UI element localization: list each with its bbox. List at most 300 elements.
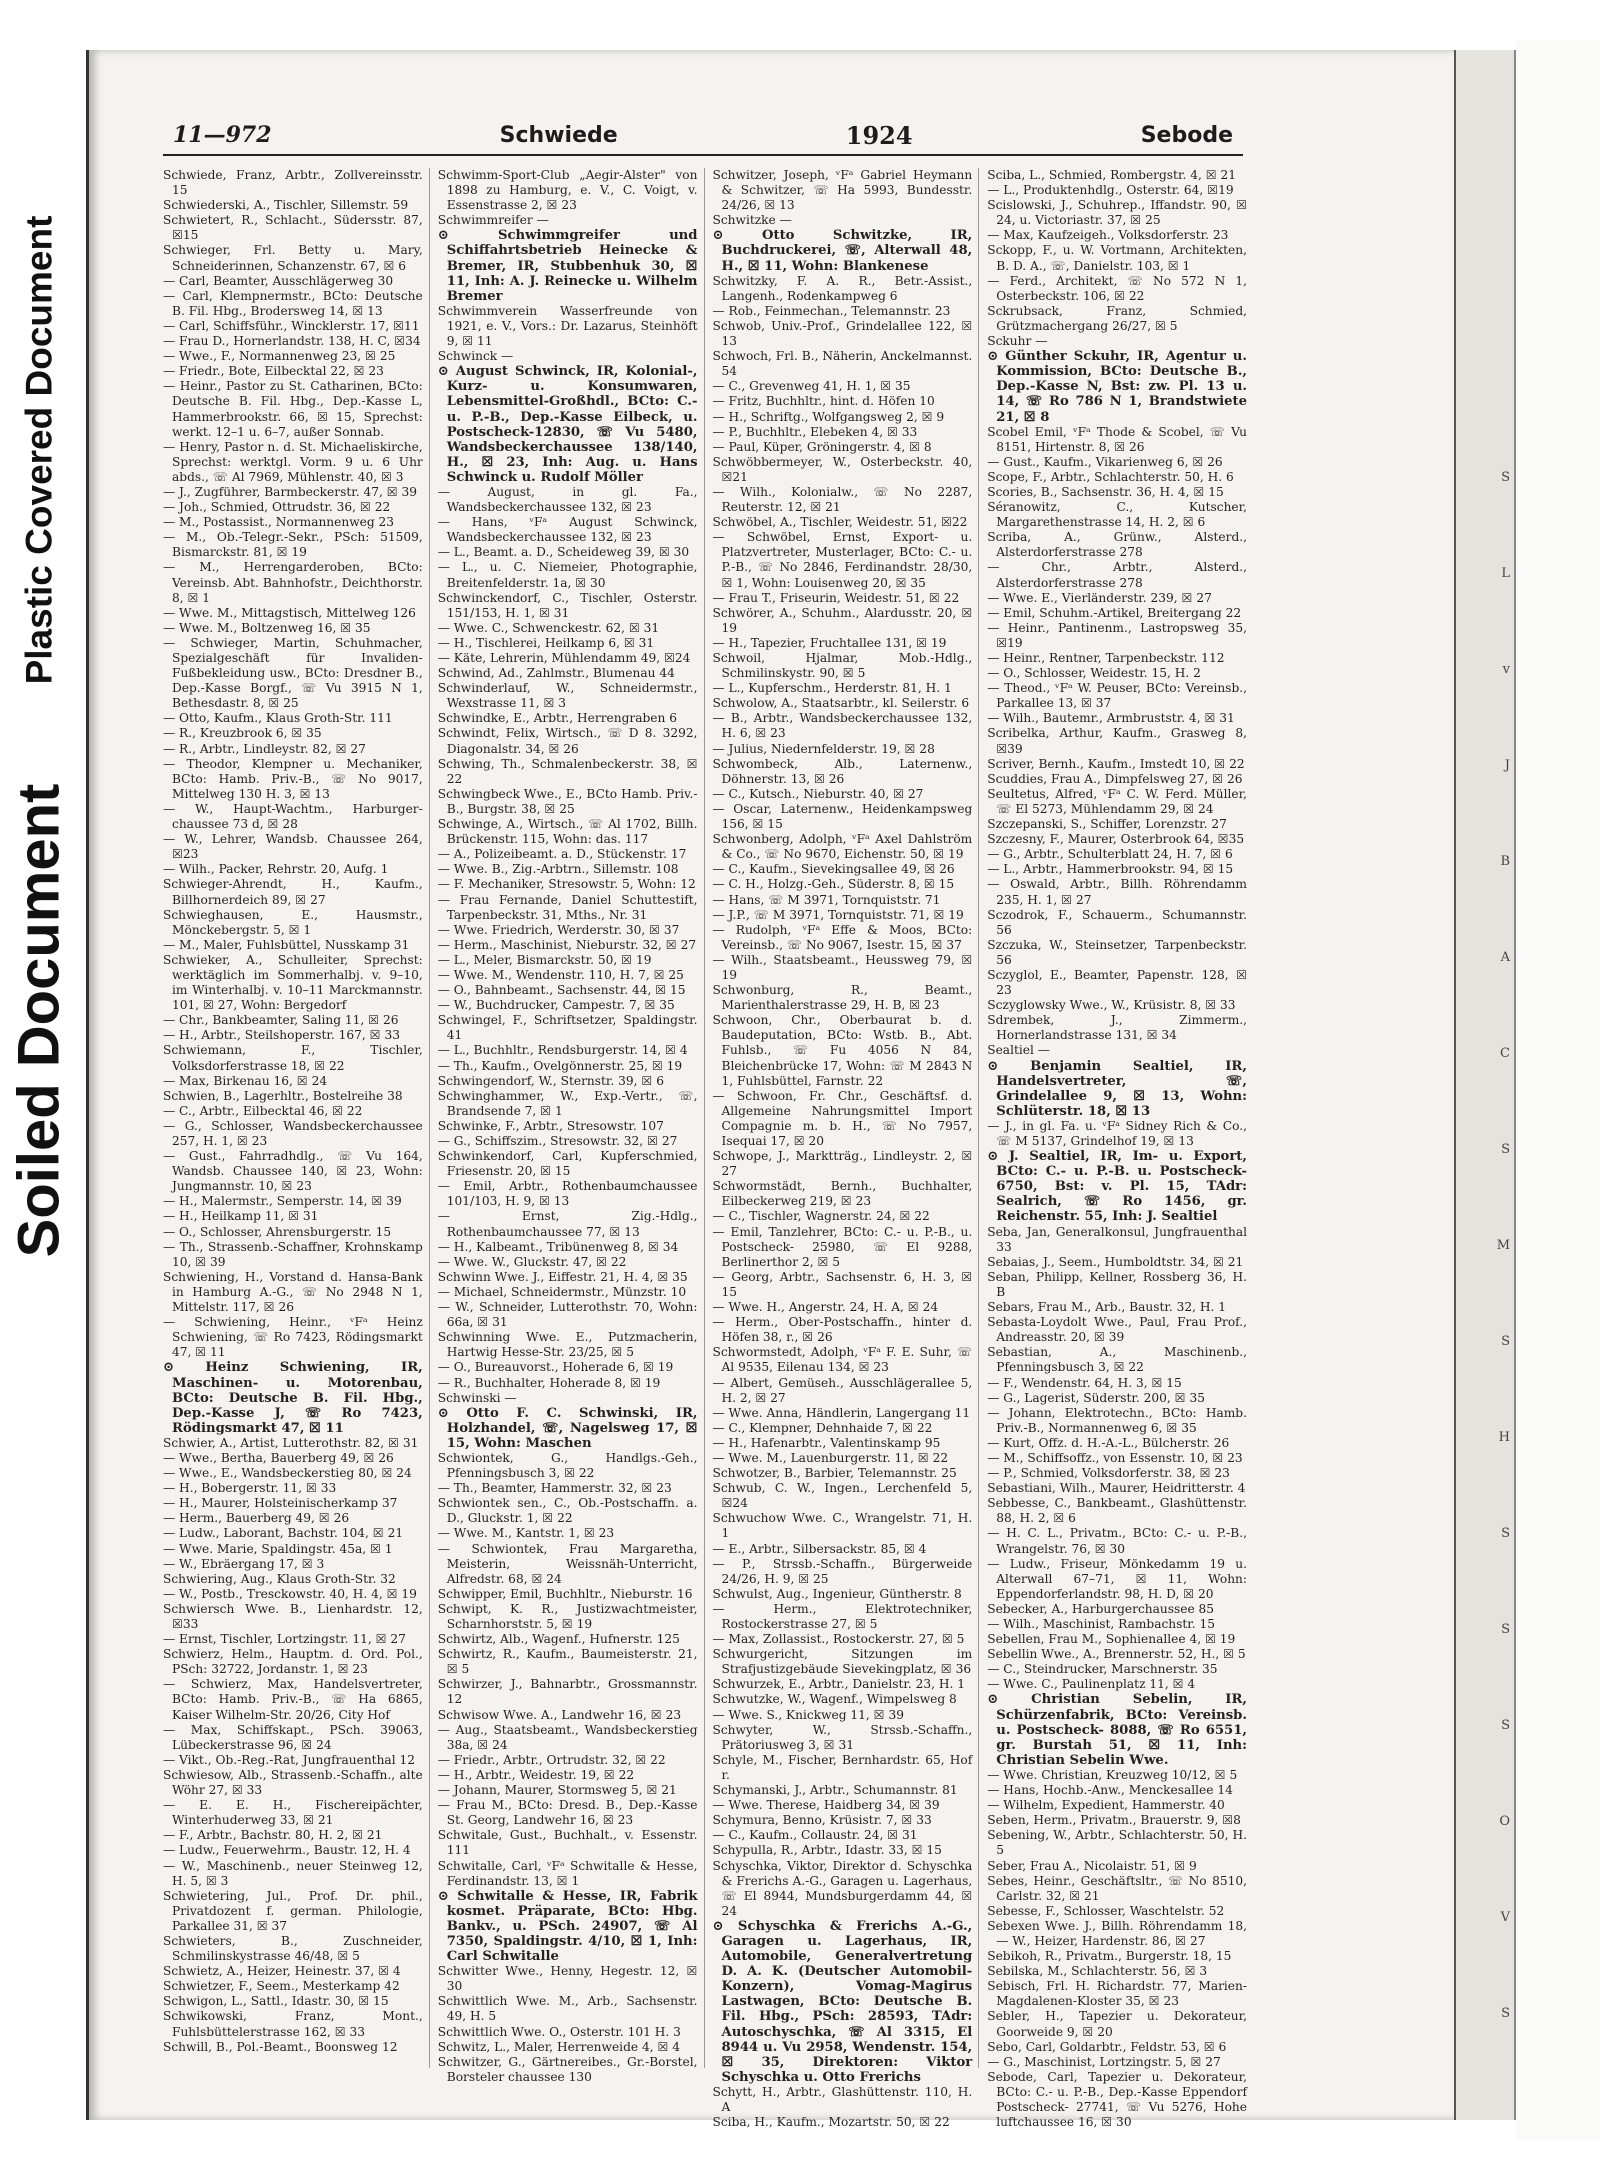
directory-entry: Sebo, Carl, Goldarbtr., Feldstr. 53, ☒ 6 (987, 2039, 1227, 2054)
directory-entry: Schwyter, W., Strssb.-Schaffn., Prätoriusweg 3, ☒ 31 (712, 1722, 973, 1752)
directory-entry: — Schwiening, Heinr., ᵛFᵃ Heinz Schwiening, ☏ Ro 7423, Rödingsmarkt 47, ☒ 11 (163, 1315, 423, 1360)
directory-entry: Schwinski — (437, 1390, 517, 1405)
entry-columns (163, 168, 1253, 2130)
directory-entry: — Herm., Elektrotechniker, Rostockerstrasse 27, ☒ 5 (712, 1601, 973, 1631)
directory-entry: — G., Arbtr., Schulterblatt 24, H. 7, ☒ 6 (987, 847, 1233, 862)
directory-entry: — Vikt., Ob.-Reg.-Rat, Jungfrauenthal 12 (163, 1752, 415, 1767)
directory-entry: — Wwe., F., Normannenweg 23, ☒ 25 (163, 349, 396, 364)
directory-entry: — C. H., Holzg.-Geh., Süderstr. 8, ☒ 15 (712, 877, 955, 892)
directory-entry: — Frau M., BCto: Dresd. B., Dep.-Kasse St. Georg, Landwehr 16, ☒ 23 (437, 1798, 698, 1828)
directory-entry: Schwieghausen, E., Hausmstr., Mönckebergstr. 5, ☒ 1 (163, 907, 423, 937)
directory-entry: Schymanski, J., Arbtr., Schumannstr. 81 (712, 1783, 958, 1798)
directory-entry: Schwindke, E., Arbtr., Herrengraben 6 (437, 711, 677, 726)
directory-entry: Sebesse, F., Schlosser, Waschtelstr. 52 (987, 1903, 1225, 1918)
directory-entry: Schwimmverein Wasserfreunde von 1921, e. V., Vors.: Dr. Lazarus, Steinhöft 9, ☒ 11 (437, 303, 698, 349)
directory-entry: — Ludw., Laborant, Bachstr. 104, ☒ 21 (163, 1526, 404, 1541)
directory-entry: Schwitzky, F. A. R., Betr.-Assist., Langenh., Rodenkampweg 6 (712, 273, 973, 303)
directory-entry: — Friedr., Arbtr., Ortrudstr. 32, ☒ 22 (437, 1752, 666, 1767)
directory-entry: Schwiontek sen., C., Ob.-Postschaffn. a. D., Gluckstr. 1, ☒ 22 (437, 1496, 698, 1526)
directory-entry: — H., Kalbeamt., Tribünenweg 8, ☒ 34 (437, 1239, 679, 1254)
directory-entry: — Herm., Bauerberg 49, ☒ 26 (163, 1511, 350, 1526)
directory-entry: Scobel Emil, ᵛFᵃ Thode & Scobel, ☏ Vu 8151, Hirtenstr. 8, ☒ 26 (987, 424, 1247, 454)
directory-entry: — Herm., Maschinist, Nieburstr. 32, ☒ 27 (437, 937, 697, 952)
directory-entry: Scriver, Bernh., Kaufm., Imstedt 10, ☒ 22 (987, 756, 1245, 771)
directory-entry: Schymura, Benno, Krüsistr. 7, ☒ 33 (712, 1813, 932, 1828)
directory-entry: Schwirtz, Alb., Wagenf., Hufnerstr. 125 (437, 1632, 680, 1647)
directory-entry: — Aug., Staatsbeamt., Wandsbeckerstieg 38a, ☒ 24 (437, 1722, 698, 1752)
directory-entry: Schwimmreifer — (437, 213, 549, 228)
directory-entry: Schwinge, A., Wirtsch., ☏ Al 1702, Billh. Brückenstr. 115, Wohn: das. 117 (437, 817, 698, 847)
directory-entry: — Ludw., Feuerwehrm., Baustr. 12, H. 4 (163, 1843, 411, 1858)
directory-entry: Schwitalle, Carl, ᵛFᵃ Schwitalle & Hesse, Ferdinandstr. 13, ☒ 1 (437, 1858, 698, 1888)
directory-entry: — F., Wendenstr. 64, H. 3, ☒ 15 (987, 1375, 1182, 1390)
directory-entry: ⊙ August Schwinck, IR, Kolonial-, Kurz- u. Konsumwaren, Lebensmittel-Großhdl., BCto: C.- u. P.-B., Dep.-Kasse Eilbeck, u. Postscheck-12830, ☏ Vu 5480, Wandsbeckerchaussee 138/140, H., ☒ 23, Inh: Aug. u. Hans Schwinck u. Rudolf Möller (437, 364, 698, 485)
directory-entry: Schytt, H., Arbtr., Glashüttenstr. 110, H. A (712, 2084, 973, 2114)
directory-entry: Schwöbbermeyer, W., Osterbeckstr. 40, ☒21 (712, 454, 973, 484)
directory-entry: — Ludw., Friseur, Mönkedamm 19 u. Alterwall 67–71, ☒ 11, Wohn: Eppendorferlandstr. 98, H. D, ☒ 20 (987, 1556, 1247, 1601)
directory-entry: — M., Postassist., Normannenweg 23 (163, 515, 395, 530)
directory-entry: Sczyglowsky Wwe., W., Krüsistr. 8, ☒ 33 (987, 998, 1236, 1013)
directory-entry: — L., Meler, Bismarckstr. 50, ☒ 19 (437, 952, 652, 967)
directory-entry: — J., Zugführer, Barmbeckerstr. 47, ☒ 39 (163, 484, 418, 499)
directory-entry: — A., Polizeibeamt. a. D., Stückenstr. 17 (437, 847, 687, 862)
directory-entry: — O., Bureauvorst., Hoherade 6, ☒ 19 (437, 1360, 674, 1375)
directory-entry: — Julius, Niedernfelderstr. 19, ☒ 28 (712, 741, 935, 756)
directory-entry: — Wwe. M., Kantstr. 1, ☒ 23 (437, 1526, 615, 1541)
directory-entry: Schwitzke — (712, 213, 792, 228)
directory-entry: Sebexen Wwe. J., Billh. Röhrendamm 18, — W., Heizer, Hardenstr. 86, ☒ 27 (987, 1918, 1247, 1948)
directory-entry: Sczyglol, E., Beamter, Papenstr. 128, ☒ 23 (987, 967, 1247, 998)
directory-entry: Schwub, C. W., Ingen., Lerchenfeld 5, ☒24 (712, 1481, 973, 1511)
directory-entry: Schwietzer, F., Seem., Mesterkamp 42 (163, 1979, 400, 1994)
directory-entry: — August, in gl. Fa., Wandsbeckerchaussee 132, ☒ 23 (437, 484, 698, 515)
directory-entry: — Schwoon, Fr. Chr., Geschäftsf. d. Allgemeine Nahrungsmittel Import Compagnie m. b. H., ☏ No 7957, Isequai 17, ☒ 20 (712, 1088, 973, 1148)
directory-entry: Schwinke, F., Arbtr., Stresowstr. 107 (437, 1118, 664, 1133)
directory-entry: Schwiede, Franz, Arbtr., Zollvereinsstr. 15 (163, 168, 423, 198)
directory-entry: — M., Maler, Fuhlsbüttel, Nusskamp 31 (163, 937, 410, 952)
directory-entry: — Herm., Ober-Postschaffn., hinter d. Höfen 38, r., ☒ 26 (712, 1315, 973, 1345)
directory-entry: Szczuka, W., Steinsetzer, Tarpenbeckstr. 56 (987, 937, 1247, 967)
directory-entry: — Wwe. Therese, Haidberg 34, ☒ 39 (712, 1798, 940, 1813)
directory-entry: Sczodrok, F., Schauerm., Schumannstr. 56 (987, 907, 1247, 937)
facing-page-fragment: C (1500, 1046, 1510, 1061)
directory-entry: Schwonberg, Adolph, ᵛFᵃ Axel Dahlström & Co., ☏ No 9670, Eichenstr. 50, ☒ 19 (712, 832, 973, 862)
directory-entry: Sebes, Heinr., Geschäftsltr., ☏ No 8510, Carlstr. 32, ☒ 21 (987, 1873, 1247, 1903)
directory-entry: Schwittlich Wwe. O., Osterstr. 101 H. 3 (437, 2024, 681, 2039)
directory-entry: — G., Lagerist, Süderstr. 200, ☒ 35 (987, 1390, 1205, 1405)
page-number: 11—972 (173, 122, 272, 148)
directory-entry: Schwipt, K. R., Justizwachtmeister, Scharnhorststr. 5, ☒ 19 (437, 1601, 698, 1631)
directory-entry: Sckopp, F., u. W. Vortmann, Architekten, B. D. A., ☏, Danielstr. 103, ☒ 1 (987, 243, 1247, 273)
directory-entry: — Hans, ᵛFᵃ August Schwinck, Wandsbeckerchaussee 132, ☒ 23 (437, 515, 698, 545)
directory-entry: — W., Haupt-Wachtm., Harburger-chaussee 73 d, ☒ 28 (163, 801, 423, 832)
directory-entry: — R., Kreuzbrook 6, ☒ 35 (163, 726, 322, 741)
directory-entry: — Wwe. Friedrich, Werderstr. 30, ☒ 37 (437, 922, 680, 937)
facing-page-fragment: S (1501, 1622, 1510, 1637)
directory-entry: — O., Bahnbeamt., Sachsenstr. 44, ☒ 15 (437, 983, 686, 998)
directory-entry: Schwinkendorf, Carl, Kupferschmied, Friesenstr. 20, ☒ 15 (437, 1149, 698, 1179)
directory-entry: — Oswald, Arbtr., Billh. Röhrendamm 235, H. 1, ☒ 27 (987, 877, 1247, 907)
directory-entry: — Johann, Maurer, Stormsweg 5, ☒ 21 (437, 1783, 677, 1798)
directory-entry: — H., Arbtr., Weidestr. 19, ☒ 22 (437, 1767, 635, 1782)
directory-entry: Sckrubsack, Franz, Schmied, Grützmachergang 26/27, ☒ 5 (987, 303, 1247, 333)
directory-entry: — Wwe. W., Gluckstr. 47, ☒ 22 (437, 1254, 627, 1269)
directory-entry: Schwiontek, G., Handlgs.-Geh., Pfenningsbusch 3, ☒ 22 (437, 1450, 698, 1481)
directory-entry: Schwimm-Sport-Club „Aegir-Alster" von 1898 zu Hamburg, e. V., C. Voigt, v. Essenstrasse 2, ☒ 23 (437, 168, 698, 213)
directory-entry: — Hans, ☏ M 3971, Tornquiststr. 71 (712, 892, 941, 907)
directory-entry: — Carl, Klempnermstr., BCto: Deutsche B. Fil. Hbg., Brodersweg 14, ☒ 13 (163, 288, 423, 318)
directory-entry: — Emil, Tanzlehrer, BCto: C.- u. P.-B., u. Postscheck- 25980, ☏ El 9288, Berlinerthor 2, ☒ 5 (712, 1224, 973, 1269)
directory-entry: Sebode, Carl, Tapezier u. Dekorateur, BCto: C.- u. P.-B., Dep.-Kasse Eppendorf Postscheck- 27741, ☏ Vu 5276, Hohe luftchaussee 16, ☒ 30 (987, 2069, 1247, 2130)
directory-entry: — Wwe. S., Knickweg 11, ☒ 39 (712, 1707, 904, 1722)
directory-entry: — Wwe. Marie, Spaldingstr. 45a, ☒ 1 (163, 1541, 393, 1556)
directory-entry: Scriba, A., Grünw., Alsterd., Alsterdorferstrasse 278 (987, 530, 1247, 560)
directory-entry: — W., Maschinenb., neuer Steinweg 12, H. 5, ☒ 3 (163, 1858, 423, 1888)
directory-entry: Sebening, W., Arbtr., Schlachterstr. 50, H. 5 (987, 1828, 1247, 1858)
directory-entry: — Emil, Arbtr., Rothenbaumchaussee 101/103, H. 9, ☒ 13 (437, 1179, 698, 1209)
directory-entry: — H., Heilkamp 11, ☒ 31 (163, 1209, 319, 1224)
directory-entry: Schwiesow, Alb., Strassenb.-Schaffn., alte Wöhr 27, ☒ 33 (163, 1767, 423, 1798)
directory-entry: Schyschka, Viktor, Direktor d. Schyschka & Frerichs A.-G., Garagen u. Lagerhaus, ☏ El 8944, Mundsburgerdamm 44, ☒ 24 (712, 1858, 973, 1918)
plastic-covered-label: Plastic Covered Document (18, 215, 59, 685)
directory-entry: Sciba, H., Kaufm., Mozartstr. 50, ☒ 22 (712, 2115, 950, 2130)
directory-entry: Schwier, A., Artist, Lutterothstr. 82, ☒ 31 (163, 1435, 419, 1450)
side-label-strip (0, 0, 75, 2177)
directory-entry: Sebars, Frau M., Arb., Baustr. 32, H. 1 (987, 1300, 1226, 1315)
directory-entry: Schwope, J., Marktträg., Lindleystr. 2, ☒ 27 (712, 1149, 973, 1179)
directory-entry: Schwoon, Chr., Oberbaurat b. d. Baudeputation, BCto: Wstb. B., Abt. Fuhlsb., ☏ Fu 4056 N 84, Bleichenbrücke 17, Wohn: ☏ M 2843 N 1, Fuhlsbüttel, Farnstr. 22 (712, 1013, 973, 1088)
directory-entry: — Käte, Lehrerin, Mühlendamm 49, ☒24 (437, 651, 691, 665)
directory-entry: Szczepanski, S., Schiffer, Lorenzstr. 27 (987, 817, 1227, 832)
facing-page-fragment: S (1501, 1718, 1510, 1733)
directory-entry: — G., Schlosser, Wandsbeckerchaussee 257, H. 1, ☒ 23 (163, 1118, 423, 1148)
directory-entry: Schwind, Ad., Zahlmstr., Blumenau 44 (437, 666, 675, 681)
directory-entry: Seba, Jan, Generalkonsul, Jungfrauenthal 33 (987, 1224, 1247, 1254)
directory-entry: — Gust., Fahrradhdlg., ☏ Vu 164, Wandsb. Chaussee 140, ☒ 23, Wohn: Jungmannstr. 10, ☒ 23 (163, 1149, 423, 1194)
directory-entry: — Th., Strassenb.-Schaffner, Krohnskamp 10, ☒ 39 (163, 1239, 423, 1269)
directory-entry: — Emil, Schuhm.-Artikel, Breitergang 22 (987, 605, 1242, 620)
directory-entry: — Gust., Kaufm., Vikarienweg 6, ☒ 26 (987, 454, 1223, 469)
directory-entry: Schwormstedt, Adolph, ᵛFᵃ F. E. Suhr, ☏ Al 9535, Eilenau 134, ☒ 23 (712, 1345, 973, 1375)
directory-entry: Schwiersch Wwe. B., Lienhardstr. 12, ☒33 (163, 1601, 423, 1631)
directory-entry: — H., Schriftg., Wolfgangsweg 2, ☒ 9 (712, 409, 945, 424)
directory-entry: — Ferd., Architekt, ☏ No 572 N 1, Osterbeckstr. 106, ☒ 22 (987, 273, 1247, 303)
directory-entry: Schwill, B., Pol.-Beamt., Boonsweg 12 (163, 2039, 398, 2054)
facing-page-fragment: B (1500, 854, 1510, 869)
directory-page (86, 50, 1516, 2130)
directory-entry: — Johann, Elektrotechn., BCto: Hamb. Priv.-B., Normannenweg 6, ☒ 35 (987, 1405, 1247, 1435)
directory-entry: — Wilh., Bautemr., Armbruststr. 4, ☒ 31 (987, 711, 1235, 726)
directory-entry: — C., Arbtr., Eilbecktal 46, ☒ 22 (163, 1103, 363, 1118)
facing-page-fragment: O (1499, 1814, 1510, 1829)
directory-entry: Seben, Herm., Privatm., Brauerstr. 9, ☒8 (987, 1813, 1241, 1828)
directory-entry: — H., Malermstr., Semperstr. 14, ☒ 39 (163, 1194, 402, 1209)
directory-entry: — Wilh., Staatsbeamt., Heussweg 79, ☒ 19 (712, 952, 973, 982)
directory-entry: — E. E. H., Fischereipächter, Winterhuderweg 33, ☒ 21 (163, 1798, 423, 1828)
directory-entry: — R., Buchhalter, Hoherade 8, ☒ 19 (437, 1375, 661, 1390)
directory-entry: Schwotzer, B., Barbier, Telemannstr. 25 (712, 1466, 957, 1481)
directory-entry: — Frau Fernande, Daniel Schuttestift, Tarpenbeckstr. 31, Mths., Nr. 31 (437, 892, 698, 922)
directory-entry: — L., Arbtr., Hammerbrookstr. 94, ☒ 15 (987, 862, 1234, 877)
column-2 (437, 168, 705, 2084)
facing-page-fragment: H (1498, 1430, 1510, 1445)
directory-entry: Schwietz, A., Heizer, Heinestr. 37, ☒ 4 (163, 1964, 401, 1979)
facing-page-fragment: v (1502, 662, 1510, 677)
directory-entry: — O., Schlosser, Weidestr. 15, H. 2 (987, 666, 1201, 681)
directory-entry: Scories, B., Sachsenstr. 36, H. 4, ☒ 15 (987, 484, 1224, 499)
directory-entry: Schwuchow Wwe. C., Wrangelstr. 71, H. 1 (712, 1511, 973, 1541)
directory-entry: — E., Arbtr., Silbersackstr. 85, ☒ 4 (712, 1541, 927, 1556)
directory-entry: Schwitz, L., Maler, Herrenweide 4, ☒ 4 (437, 2039, 681, 2054)
facing-page-fragment: S (1501, 470, 1510, 485)
directory-entry: — Theod., ᵛFᵃ W. Peuser, BCto: Vereinsb., Parkallee 13, ☒ 37 (987, 681, 1247, 711)
directory-entry: Schwoil, Hjalmar, Mob.-Hdlg., Schmilinskystr. 90, ☒ 5 (712, 651, 973, 681)
directory-entry: — Otto, Kaufm., Klaus Groth-Str. 111 (163, 711, 393, 726)
directory-entry: — Ernst, Tischler, Lortzingstr. 11, ☒ 27 (163, 1632, 406, 1647)
directory-entry: — Max, Schiffskapt., PSch. 39063, Lübeckerstrasse 96, ☒ 24 (163, 1722, 423, 1752)
directory-entry: — Fritz, Buchhltr., hint. d. Höfen 10 (712, 394, 935, 409)
directory-entry: Schypulla, R., Arbtr., Idastr. 33, ☒ 15 (712, 1843, 942, 1858)
directory-entry: Schwittlich Wwe. M., Arb., Sachsenstr. 49, H. 5 (437, 1994, 698, 2024)
directory-entry: Sebellen, Frau M., Sophienallee 4, ☒ 19 (987, 1632, 1236, 1647)
directory-entry: — Hans, Hochb.-Anw., Menckesallee 14 (987, 1783, 1233, 1798)
directory-entry: ⊙ Benjamin Sealtiel, IR, Handelsvertreter, ☏, Grindelallee 9, ☒ 13, Wohn: Schlüterstr. 18, ☒ 13 (987, 1058, 1247, 1119)
directory-entry: — L., Produktenhdlg., Osterstr. 64, ☒19 (987, 183, 1234, 198)
directory-entry: Schwien, B., Lagerhltr., Bostelreihe 38 (163, 1088, 403, 1103)
directory-entry: Schwingendorf, W., Sternstr. 39, ☒ 6 (437, 1073, 664, 1088)
directory-entry: Sdrembek, J., Zimmerm., Hornerlandstrasse 131, ☒ 34 (987, 1013, 1247, 1043)
page-header (163, 116, 1243, 156)
directory-entry: — Schwiontek, Frau Margaretha, Meisterin, Weissnäh-Unterricht, Alfredstr. 68, ☒ 24 (437, 1541, 698, 1586)
directory-entry: Schwingel, F., Schriftsetzer, Spaldingstr. 41 (437, 1013, 698, 1043)
directory-entry: Schwitter Wwe., Henny, Hegestr. 12, ☒ 30 (437, 1964, 698, 1994)
directory-entry: — B., Arbtr., Wandsbeckerchaussee 132, H. 6, ☒ 23 (712, 711, 973, 741)
directory-entry: Schwierz, Helm., Hauptm. d. Ord. Pol., PSch: 32722, Jordanstr. 1, ☒ 23 (163, 1647, 423, 1677)
directory-entry: — G., Schiffszim., Stresowstr. 32, ☒ 27 (437, 1134, 678, 1148)
directory-entry: — Friedr., Bote, Eilbecktal 22, ☒ 23 (163, 364, 384, 379)
directory-entry: — G., Maschinist, Lortzingstr. 5, ☒ 27 (987, 2054, 1221, 2069)
directory-entry: — O., Schlosser, Ahrensburgerstr. 15 (163, 1224, 392, 1239)
directory-entry: ⊙ Heinz Schwiening, IR, Maschinen- u. Motorenbau, BCto: Deutsche B. Fil. Hbg., Dep.-Kasse J, ☏ Ro 7423, Rödingsmarkt 47, ☒ 11 (163, 1360, 423, 1436)
directory-entry: Schwing, Th., Schmalenbeckerstr. 38, ☒ 22 (437, 756, 698, 786)
right-page-edge (1516, 40, 1600, 2140)
facing-page-fragment: S (1501, 1334, 1510, 1349)
directory-entry: — Heinr., Pastor zu St. Catharinen, BCto: Deutsche B. Fil. Hbg., Dep.-Kasse L, Hammerbrookstr. 66, ☒ 15, Sprechst: werkt. 12–1 u. 6–7, außer Sonnab. (163, 379, 423, 439)
facing-page-fragment: S (1501, 1142, 1510, 1157)
directory-entry: — Wwe. M., Mittagstisch, Mittelweg 126 (163, 605, 416, 620)
directory-entry: Sebaias, J., Seem., Humboldtstr. 34, ☒ 21 (987, 1254, 1244, 1269)
directory-entry: Sebellin Wwe., A., Brennerstr. 52, H., ☒ 5 (987, 1647, 1246, 1662)
directory-entry: — P., Buchhltr., Elebeken 4, ☒ 33 (712, 424, 918, 439)
directory-entry: Schwietert, R., Schlacht., Südersstr. 87, ☒15 (163, 213, 423, 243)
directory-entry: ⊙ Christian Sebelin, IR, Schürzenfabrik, BCto: Vereinsb. u. Postscheck- 8088, ☏ Ro 6551, gr. Burstah 51, ☒ 11, Inh: Christian Sebelin Wwe. (987, 1692, 1247, 1768)
directory-entry: Sebler, H., Tapezier u. Dekorateur, Goorweide 9, ☒ 20 (987, 2009, 1247, 2039)
directory-entry: — Chr., Bankbeamter, Saling 11, ☒ 26 (163, 1013, 399, 1028)
directory-entry: — Frau T., Friseurin, Weidestr. 51, ☒ 22 (712, 590, 960, 605)
directory-entry: — Heinr., Pantinenm., Lastropsweg 35, ☒19 (987, 620, 1247, 650)
directory-entry: — M., Schiffsoffz., von Essenstr. 10, ☒ 23 (987, 1450, 1243, 1465)
directory-entry: Seultetus, Alfred, ᵛFᵃ C. W. Ferd. Müller, ☏ El 5273, Mühlendamm 29, ☒ 24 (987, 786, 1247, 816)
directory-entry: — W., Lehrer, Wandsb. Chaussee 264, ☒23 (163, 832, 423, 862)
directory-entry: — M., Ob.-Telegr.-Sekr., PSch: 51509, Bismarckstr. 81, ☒ 19 (163, 530, 423, 560)
directory-entry: — H., Maurer, Holsteinischerkamp 37 (163, 1496, 398, 1511)
facing-page-fragment: V (1500, 1910, 1510, 1925)
directory-entry: — Schwieger, Martin, Schuhmacher, Spezialgeschäft für Invaliden-Fußbekleidung usw., BCto: Dresdner B., Dep.-Kasse Borgf., ☏ Vu 3915 N 1, Bethesdastr. 8, ☒ 25 (163, 635, 423, 711)
directory-entry: — Wwe. C., Paulinenplatz 11, ☒ 4 (987, 1677, 1196, 1692)
directory-entry: Scislowski, J., Schuhrep., Iffandstr. 90, ☒ 24, u. Victoriastr. 37, ☒ 25 (987, 198, 1247, 228)
directory-entry: — Wwe. Anna, Händlerin, Langergang 11 (712, 1405, 971, 1420)
directory-entry: Sebbesse, C., Bankbeamt., Glashüttenstr. 88, H. 2, ☒ 6 (987, 1496, 1247, 1526)
directory-entry: Schwonburg, R., Beamt., Marienthalerstrasse 29, H. B, ☒ 23 (712, 983, 973, 1013)
directory-entry: — Michael, Schneidermstr., Münzstr. 10 (437, 1284, 687, 1299)
directory-entry: — M., Herrengarderoben, BCto: Vereinsb. Abt. Bahnhofstr., Deichthorstr. 8, ☒ 1 (163, 560, 423, 605)
column-1 (163, 168, 430, 2068)
directory-entry: Schwinghammer, W., Exp.-Vertr., ☏, Brandsende 7, ☒ 1 (437, 1088, 698, 1118)
directory-entry: — L., Kupferschm., Herderstr. 81, H. 1 (712, 681, 952, 696)
directory-entry: Sebisch, Frl. H. Richardstr. 77, Marien-Magdalenen-Kloster 35, ☒ 23 (987, 1979, 1247, 2009)
directory-entry: ⊙ Schyschka & Frerichs A.-G., Garagen u. Lagerhaus, IR, Automobile, Generalvertretung D. A. K. (Deutscher Automobil-Konzern), Vomag-Magirus Lastwagen, BCto: Deutsche B. Fil. Hbg., PSch: 28593, TAdr: Autoschyschka, ☏ Al 3315, El 8944 u. Vu 2958, Wendenstr. 154, ☒ 35, Direktoren: Viktor Schyschka u. Otto Frerichs (712, 1918, 973, 2085)
directory-entry: Schwikowski, Franz, Mont., Fuhlsbüttelerstrasse 162, ☒ 33 (163, 2009, 423, 2039)
directory-entry: Schwiederski, A., Tischler, Sillemstr. 59 (163, 198, 409, 213)
directory-entry: Schyle, M., Fischer, Bernhardstr. 65, Hof r. (712, 1752, 973, 1782)
directory-entry: Schwietering, Jul., Prof. Dr. phil., Privatdozent f. german. Philologie, Parkallee 31, ☒ 37 (163, 1888, 423, 1933)
directory-entry: — J., in gl. Fa. u. ᵛFᵃ Sidney Rich & Co., ☏ M 5137, Grindelhof 19, ☒ 13 (987, 1118, 1247, 1148)
directory-entry: — Wilh., Packer, Rehrstr. 20, Aufg. 1 (163, 862, 389, 877)
directory-entry: — Henry, Pastor n. d. St. Michaeliskirche, Sprechst: werktgl. Vorm. 9 u. 6 Uhr abds., ☏ Al 7969, Mühlenstr. 40, ☒ 3 (163, 439, 423, 484)
directory-entry: Schwindt, Felix, Wirtsch., ☏ D 8. 3292, Diagonalstr. 34, ☒ 26 (437, 726, 698, 756)
directory-entry: Schwitzer, Joseph, ᵛFᵃ Gabriel Heymann & Schwitzer, ☏ Ha 5993, Bundesstr. 24/26, ☒ 13 (712, 168, 973, 213)
directory-entry: — Chr., Arbtr., Alsterd., Alsterdorferstrasse 278 (987, 560, 1247, 590)
directory-entry: Schwoch, Frl. B., Näherin, Anckelmannst. 54 (712, 349, 973, 379)
directory-entry: Schwiering, Aug., Klaus Groth-Str. 32 (163, 1571, 396, 1586)
directory-entry: Schwinn Wwe. J., Eiffestr. 21, H. 4, ☒ 35 (437, 1269, 688, 1284)
directory-entry: — L., Buchhltr., Rendsburgerstr. 14, ☒ 4 (437, 1043, 688, 1058)
directory-entry: — Wwe. M., Wendenstr. 110, H. 7, ☒ 25 (437, 967, 684, 982)
directory-entry: — F. Mechaniker, Stresowstr. 5, Wohn: 12 (437, 877, 696, 892)
directory-entry: — Max, Birkenau 16, ☒ 24 (163, 1073, 328, 1088)
directory-entry: Schwieters, B., Zuschneider, Schmilinskystrasse 46/48, ☒ 5 (163, 1933, 423, 1964)
directory-entry: Sciba, L., Schmied, Rombergstr. 4, ☒ 21 (987, 168, 1237, 182)
column-4 (987, 168, 1253, 2130)
directory-entry: — W., Ebräergang 17, ☒ 3 (163, 1556, 325, 1571)
directory-entry: — C., Kaufm., Collaustr. 24, ☒ 31 (712, 1828, 918, 1843)
directory-entry: — Ernst, Zig.-Hdlg., Rothenbaumchaussee 77, ☒ 13 (437, 1209, 698, 1239)
directory-entry: Schwieker, A., Schulleiter, Sprechst: werktäglich im Sommerhalbj. v. 9–10, im Winterhalbj. v. 10–11 Marckmannstr. 101, ☒ 27, Wohn: Bergedorf (163, 952, 423, 1013)
directory-entry: — H., Tischlerei, Heilkamp 6, ☒ 31 (437, 635, 655, 650)
directory-entry: — Th., Kaufm., Ovelgönnerstr. 25, ☒ 19 (437, 1058, 683, 1073)
directory-entry: — Schwöbel, Ernst, Export- u. Platzvertreter, Musterlager, BCto: C.- u. P.-B., ☏ No 2846, Ferdinandstr. 28/30, ☒ 1, Wohn: Louisenweg 20, ☒ 35 (712, 530, 973, 590)
facing-page-fragment: S (1501, 2006, 1510, 2021)
directory-entry: Scribelka, Arthur, Kaufm., Grasweg 8, ☒39 (987, 726, 1247, 756)
directory-entry: — Wwe. B., Zig.-Arbtrn., Sillemstr. 108 (437, 862, 679, 877)
directory-entry: Schwinning Wwe. E., Putzmacherin, Hartwig Hesse-Str. 23/25, ☒ 5 (437, 1330, 698, 1360)
directory-entry: — Georg, Arbtr., Sachsenstr. 6, H. 3, ☒ 15 (712, 1269, 973, 1299)
directory-entry: Schwolow, A., Staatsarbtr., kl. Seilerstr. 6 (712, 696, 970, 711)
facing-page-fragment: J (1504, 758, 1510, 773)
directory-entry: Szczesny, F., Maurer, Osterbrook 64, ☒35 (987, 832, 1245, 847)
next-page-gutter (1454, 50, 1514, 2120)
directory-entry: Schwingbeck Wwe., E., BCto Hamb. Priv.-B., Burgstr. 38, ☒ 25 (437, 786, 698, 816)
left-catchword: Schwiede (499, 122, 618, 148)
directory-entry: — Theodor, Klempner u. Mechaniker, BCto: Hamb. Priv.-B., ☏ No 9017, Mittelweg 130 H. 3, ☒ 13 (163, 756, 423, 801)
directory-entry: ⊙ Schwimmgreifer und Schiffahrtsbetrieb Heinecke & Bremer, IR, Stubbenhuk 30, ☒ 11, Inh: A. J. Reinecke u. Wilhelm Bremer (437, 228, 698, 304)
directory-entry: — Wilhelm, Expedient, Hammerstr. 40 (987, 1798, 1225, 1813)
directory-entry: — W., Buchdrucker, Campestr. 7, ☒ 35 (437, 998, 675, 1013)
directory-entry: — Wwe. C., Schwenckestr. 62, ☒ 31 (437, 620, 660, 635)
directory-entry: — H., Arbtr., Steilshoperstr. 167, ☒ 33 (163, 1028, 400, 1043)
directory-entry: — C., Steindrucker, Marschnerstr. 35 (987, 1662, 1218, 1677)
directory-entry: — C., Tischler, Wagnerstr. 24, ☒ 22 (712, 1209, 930, 1224)
directory-entry: — Paul, Küper, Gröningerstr. 4, ☒ 8 (712, 439, 932, 454)
year-label: 1924 (845, 120, 913, 150)
directory-entry: Schwormstädt, Bernh., Buchhalter, Eilbeckerweg 219, ☒ 23 (712, 1179, 973, 1209)
directory-entry: Schwinck — (437, 349, 514, 364)
directory-entry: — Wwe. M., Boltzenweg 16, ☒ 35 (163, 620, 371, 635)
directory-entry: Scope, F., Arbtr., Schlachterstr. 50, H. 6 (987, 469, 1234, 484)
directory-entry: — Carl, Schiffsführ., Wincklerstr. 17, ☒11 (163, 318, 420, 333)
directory-entry: Schwulst, Aug., Ingenieur, Güntherstr. 8 (712, 1586, 962, 1601)
directory-entry: — Wwe. M., Lauenburgerstr. 11, ☒ 22 (712, 1450, 949, 1465)
directory-entry: — H., Hafenarbtr., Valentinskamp 95 (712, 1435, 941, 1450)
directory-entry: Sebastiani, Wilh., Maurer, Heidritterstr. 4 (987, 1481, 1246, 1496)
directory-entry: — Wwe., E., Wandsbeckerstieg 80, ☒ 24 (163, 1466, 412, 1481)
directory-entry: — L., u. C. Niemeier, Photographie, Breitenfelderstr. 1a, ☒ 30 (437, 560, 698, 590)
directory-entry: Schwitale, Gust., Buchhalt., v. Essenstr. 111 (437, 1828, 698, 1858)
directory-entry: — P., Strssb.-Schaffn., Bürgerweide 24/26, H. 9, ☒ 25 (712, 1556, 973, 1586)
directory-entry: — H., Bobergerstr. 11, ☒ 33 (163, 1481, 337, 1496)
directory-entry: Sebilska, M., Schlachterstr. 56, ☒ 3 (987, 1964, 1208, 1979)
directory-entry: — Rob., Feinmechan., Telemannstr. 23 (712, 303, 951, 318)
directory-entry: — W., Schneider, Lutterothstr. 70, Wohn: 66a, ☒ 31 (437, 1300, 698, 1330)
directory-entry: — C., Kutsch., Nieburstr. 40, ☒ 27 (712, 786, 924, 801)
directory-entry: Schwieger-Ahrendt, H., Kaufm., Billhornerdeich 89, ☒ 27 (163, 877, 423, 907)
directory-entry: Seban, Philipp, Kellner, Rossberg 36, H. B (987, 1269, 1247, 1299)
directory-entry: Schwiemann, F., Tischler, Volksdorferstrasse 18, ☒ 22 (163, 1043, 423, 1073)
directory-entry: — P., Schmied, Volksdorferstr. 38, ☒ 23 (987, 1466, 1230, 1481)
directory-entry: — J.P., ☏ M 3971, Tornquiststr. 71, ☒ 19 (712, 907, 964, 922)
directory-entry: Schwipper, Emil, Buchhltr., Nieburstr. 16 (437, 1586, 693, 1601)
directory-entry: — H. C. L., Privatm., BCto: C.- u. P.-B., Wrangelstr. 76, ☒ 30 (987, 1526, 1247, 1556)
directory-entry: Sealtiel — (987, 1043, 1050, 1058)
directory-entry: ⊙ Otto F. C. Schwinski, IR, Holzhandel, ☏, Nagelsweg 17, ☒ 15, Wohn: Maschen (437, 1405, 698, 1451)
directory-entry: — R., Arbtr., Lindleystr. 82, ☒ 27 (163, 741, 366, 756)
directory-entry: — Wwe. Christian, Kreuzweg 10/12, ☒ 5 (987, 1767, 1238, 1782)
directory-entry: — Wwe., Bertha, Bauerberg 49, ☒ 26 (163, 1450, 394, 1465)
directory-entry: — C., Kaufm., Sievekingsallee 49, ☒ 26 (712, 862, 955, 877)
directory-entry: — Oscar, Laternenw., Heidenkampsweg 156, ☒ 15 (712, 801, 973, 832)
directory-entry: — Albert, Gemüseh., Ausschlägerallee 5, H. 2, ☒ 27 (712, 1375, 973, 1405)
directory-entry: — Max, Zollassist., Rostockerstr. 27, ☒ 5 (712, 1632, 965, 1647)
directory-entry: Sebikoh, R., Privatm., Burgerstr. 18, 15 (987, 1949, 1232, 1964)
directory-entry: — Wilh., Maschinist, Rambachstr. 15 (987, 1617, 1216, 1631)
directory-entry: Séranowitz, C., Kutscher, Margarethenstrasse 14, H. 2, ☒ 6 (987, 500, 1247, 530)
directory-entry: — Max, Kaufzeigeh., Volksdorferstr. 23 (987, 228, 1229, 243)
directory-entry: Schwiening, H., Vorstand d. Hansa-Bank in Hamburg A.-G., ☏ No 2948 N 1, Mittelstr. 117, ☒ 26 (163, 1269, 423, 1315)
directory-entry: — Kurt, Offz. d. H.-A.-L., Bülcherstr. 26 (987, 1435, 1230, 1450)
directory-entry: Schwinckendorf, C., Tischler, Osterstr. 151/153, H. 1, ☒ 31 (437, 590, 698, 620)
directory-entry: Schwombeck, Alb., Laternenw., Döhnerstr. 13, ☒ 26 (712, 756, 973, 786)
facing-page-fragment: M (1496, 1238, 1510, 1253)
directory-entry: ⊙ Otto Schwitzke, IR, Buchdruckerei, ☏, Alterwall 48, H., ☒ 11, Wohn: Blankenese (712, 228, 973, 274)
directory-entry: — Schwierz, Max, Handelsvertreter, BCto: Hamb. Priv.-B., ☏ Ha 6865, Kaiser Wilhelm-Str. 20/26, City Hof (163, 1677, 423, 1722)
directory-entry: Schwisow Wwe. A., Landwehr 16, ☒ 23 (437, 1707, 682, 1722)
directory-entry: Schwöbel, A., Tischler, Weidestr. 51, ☒22 (712, 515, 968, 530)
directory-entry: — Wwe. E., Vierländerstr. 239, ☒ 27 (987, 590, 1212, 605)
directory-entry: Schwörer, A., Schuhm., Alardusstr. 20, ☒ 19 (712, 605, 973, 635)
directory-entry: Scuddies, Frau A., Dimpfelsweg 27, ☒ 26 (987, 771, 1243, 786)
directory-entry: Schwurgericht, Sitzungen im Strafjustizgebäude Sievekingplatz, ☒ 36 (712, 1647, 973, 1677)
directory-entry: Schwinderlauf, W., Schneidermstr., Wexstrasse 11, ☒ 3 (437, 681, 698, 711)
